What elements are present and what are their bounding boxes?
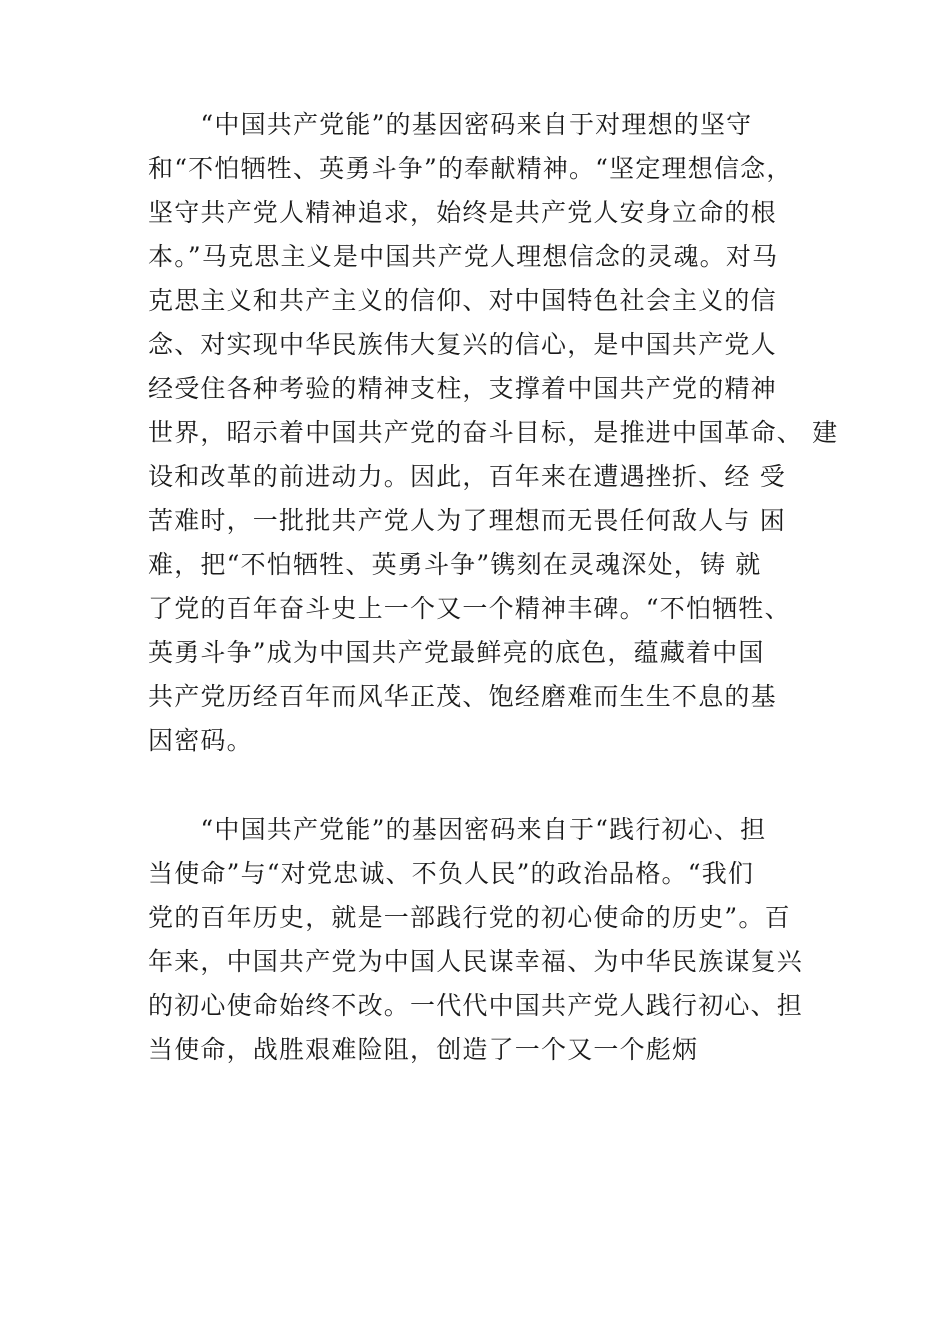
- paragraph-line: 因密码。: [148, 726, 253, 755]
- paragraph-line: 英勇斗争”成为中国共产党最鲜亮的底色，蕴藏着中国: [148, 638, 765, 667]
- paragraph-line: 设和改革的前进动力。因此，百年来在遭遇挫折、经 受: [148, 462, 786, 491]
- paragraph-line: 当使命，战胜艰难险阻，创造了一个又一个彪炳: [148, 1035, 699, 1064]
- paragraph-line: 克思主义和共产主义的信仰、对中国特色社会主义的信: [148, 286, 777, 315]
- paragraph-line: 世界，昭示着中国共产党的奋斗目标，是推进中国革命、 建: [148, 418, 839, 447]
- paragraph-line: 了党的百年奋斗史上一个又一个精神丰碑。“不怕牺牲、: [148, 594, 791, 623]
- paragraph-line: 苦难时，一批批共产党人为了理想而无畏任何敌人与 困: [148, 506, 786, 535]
- paragraph-line: “中国共产党能”的基因密码来自于对理想的坚守: [148, 110, 753, 139]
- paragraph-line: 共产党历经百年而风华正茂、饱经磨难而生生不息的基: [148, 682, 777, 711]
- paragraph-line: “中国共产党能”的基因密码来自于“践行初心、担: [148, 815, 767, 844]
- paragraph-line: 经受住各种考验的精神支柱，支撑着中国共产党的精神: [148, 374, 777, 403]
- paragraph-line: 本。”马克思主义是中国共产党人理想信念的灵魂。对马: [148, 242, 779, 271]
- paragraph-line: 当使命”与“对党忠诚、不负人民”的政治品格。“我们: [148, 859, 755, 888]
- paragraph-line: 年来，中国共产党为中国人民谋幸福、为中华民族谋复兴: [148, 947, 804, 976]
- paragraph-line: 难，把“不怕牺牲、英勇斗争”镌刻在灵魂深处，铸 就: [148, 550, 762, 579]
- paragraph-line: 的初心使命始终不改。一代代中国共产党人践行初心、担: [148, 991, 804, 1020]
- paragraph-line: 念、对实现中华民族伟大复兴的信心，是中国共产党人: [148, 330, 777, 359]
- paragraph-line: 和“不怕牺牲、英勇斗争”的奉献精神。“坚定理想信念，: [148, 154, 793, 183]
- paragraph-line: 党的百年历史，就是一部践行党的初心使命的历史”。百: [148, 903, 791, 932]
- paragraph-line: 坚守共产党人精神追求，始终是共产党人安身立命的根: [148, 198, 777, 227]
